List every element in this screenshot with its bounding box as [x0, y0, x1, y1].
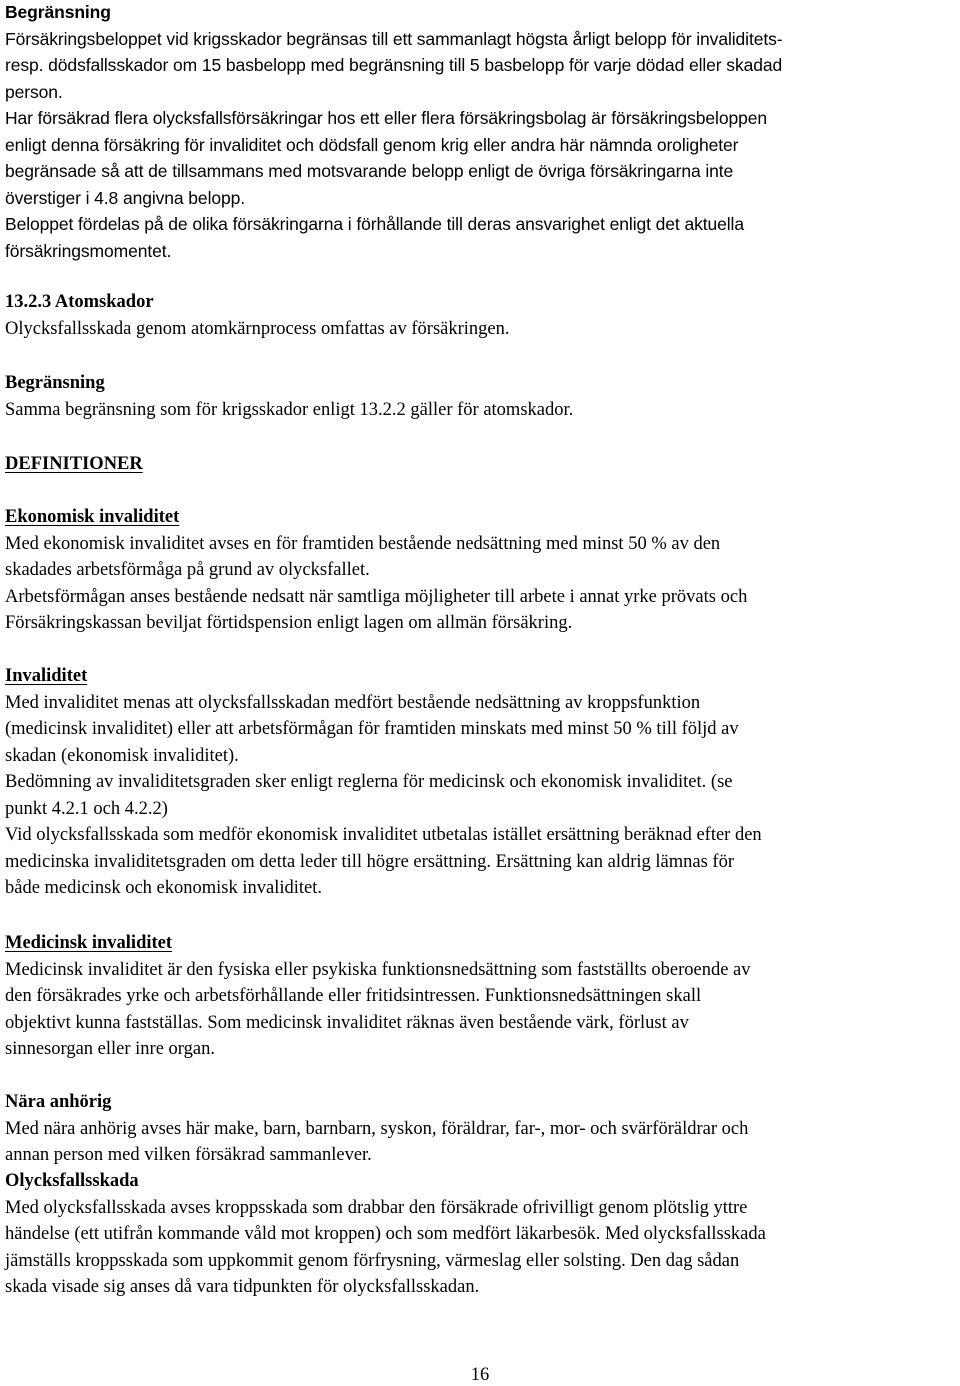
atomic-heading: 13.2.3 Atomskador — [5, 292, 154, 312]
def-economic-line: Försäkringskassan beviljat förtidspension enligt lagen om allmän försäkring. — [5, 613, 573, 633]
def-medical-line: den försäkrades yrke och arbetsförhållande eller fritidsintressen. Funktionsnedsättningen skall — [5, 986, 702, 1006]
war-limit-line: person. — [5, 81, 63, 102]
def-economic-heading: Ekonomisk invaliditet — [5, 507, 180, 527]
def-medical-line: Medicinsk invaliditet är den fysiska eller psykiska funktionsnedsättning som fastställts oberoende av — [5, 959, 751, 980]
def-accident-heading: Olycksfallsskada — [5, 1171, 139, 1191]
page-number: 16 — [470, 1365, 490, 1385]
war-limit-section — [5, 0, 955, 264]
def-relative — [5, 1089, 955, 1169]
def-economic-line: Arbetsförmågan anses bestående nedsatt när samtliga möjligheter till arbete i annat yrke prövats och — [5, 586, 748, 607]
atomic-limit-text: Samma begränsning som för krigsskador enligt 13.2.2 gäller för atomskador. — [5, 399, 574, 420]
def-relative-line: Med nära anhörig avses här make, barn, barnbarn, syskon, föräldrar, far-, mor- och svärföräldrar och — [5, 1118, 749, 1139]
def-medical-heading: Medicinsk invaliditet — [5, 933, 173, 953]
def-economic — [5, 504, 955, 637]
war-limit-line: enligt denna försäkring för invaliditet och dödsfall genom krig eller andra här nämnda oroligheter — [5, 134, 739, 155]
atomic-section — [5, 289, 955, 342]
def-invalidity-line: medicinska invaliditetsgraden om detta leder till högre ersättning. Ersättning kan aldrig lämnas för — [5, 851, 734, 872]
def-invalidity — [5, 663, 955, 902]
def-medical — [5, 930, 955, 1063]
def-economic-line: skadades arbetsförmåga på grund av olycksfallet. — [5, 560, 370, 580]
def-invalidity-line: skadan (ekonomisk invaliditet). — [5, 745, 239, 766]
def-invalidity-line: både medicinsk och ekonomisk invaliditet. — [5, 878, 323, 898]
def-relative-line: annan person med vilken försäkrad sammanlever. — [5, 1145, 372, 1165]
war-limit-heading: Begränsning — [5, 2, 111, 22]
def-invalidity-line: Bedömning av invaliditetsgraden sker enligt reglerna för medicinsk och ekonomisk invaliditet. (se — [5, 772, 733, 792]
war-limit-line: begränsade så att de tillsammans med motsvarande belopp enligt de övriga försäkringarna inte — [5, 161, 734, 181]
def-relative-heading: Nära anhörig — [5, 1092, 112, 1112]
def-invalidity-heading: Invaliditet — [5, 666, 88, 686]
def-accident — [5, 1168, 955, 1301]
war-limit-line: Försäkringsbeloppet vid krigsskador begränsas till ett sammanlagt högsta årligt belopp för invaliditets- — [5, 28, 783, 49]
war-limit-line: försäkringsmomentet. — [5, 240, 172, 261]
def-accident-line: jämställs kroppsskada som uppkommit genom förfrysning, värmeslag eller solsting. Den dag sådan — [5, 1250, 740, 1271]
def-accident-line: händelse (ett utifrån kommande våld mot kroppen) och som medfört läkarbesök. Med olycksfallsskada — [5, 1224, 766, 1244]
def-accident-line: Med olycksfallsskada avses kroppsskada som drabbar den försäkrade ofrivilligt genom plötslig yttre — [5, 1197, 748, 1218]
war-limit-line: Har försäkrad flera olycksfallsförsäkringar hos ett eller flera försäkringsbolag är försäkringsbeloppen — [5, 108, 767, 128]
war-limit-line: Beloppet fördelas på de olika försäkringarna i förhållande till deras ansvarighet enligt det aktuella — [5, 214, 744, 234]
def-invalidity-line: (medicinsk invaliditet) eller att arbetsförmågan för framtiden minskats med minst 50 % till följd av — [5, 719, 739, 739]
definitions-title-block — [5, 451, 955, 478]
def-accident-line: skada visade sig anses då vara tidpunkten för olycksfallsskadan. — [5, 1277, 480, 1297]
def-invalidity-line: punkt 4.2.1 och 4.2.2) — [5, 798, 168, 819]
def-economic-line: Med ekonomisk invaliditet avses en för framtiden bestående nedsättning med minst 50 % av den — [5, 533, 721, 554]
definitions-title: DEFINITIONER — [5, 454, 143, 474]
atomic-limit-heading: Begränsning — [5, 373, 105, 393]
war-limit-line: resp. dödsfallsskador om 15 basbelopp med begränsning till 5 basbelopp för varje dödad eller skadad — [5, 55, 783, 75]
def-medical-line: objektivt kunna fastställas. Som medicinsk invaliditet räknas även bestående värk, förlust av — [5, 1012, 689, 1033]
atomic-text: Olycksfallsskada genom atomkärnprocess omfattas av försäkringen. — [5, 318, 510, 339]
atomic-limit-section — [5, 370, 955, 423]
def-invalidity-line: Med invaliditet menas att olycksfallsskadan medfört bestående nedsättning av kroppsfunktion — [5, 692, 701, 713]
def-invalidity-line: Vid olycksfallsskada som medför ekonomisk invaliditet utbetalas istället ersättning beräknad efter den — [5, 825, 762, 845]
war-limit-line: överstiger i 4.8 angivna belopp. — [5, 187, 246, 208]
def-medical-line: sinnesorgan eller inre organ. — [5, 1039, 215, 1059]
